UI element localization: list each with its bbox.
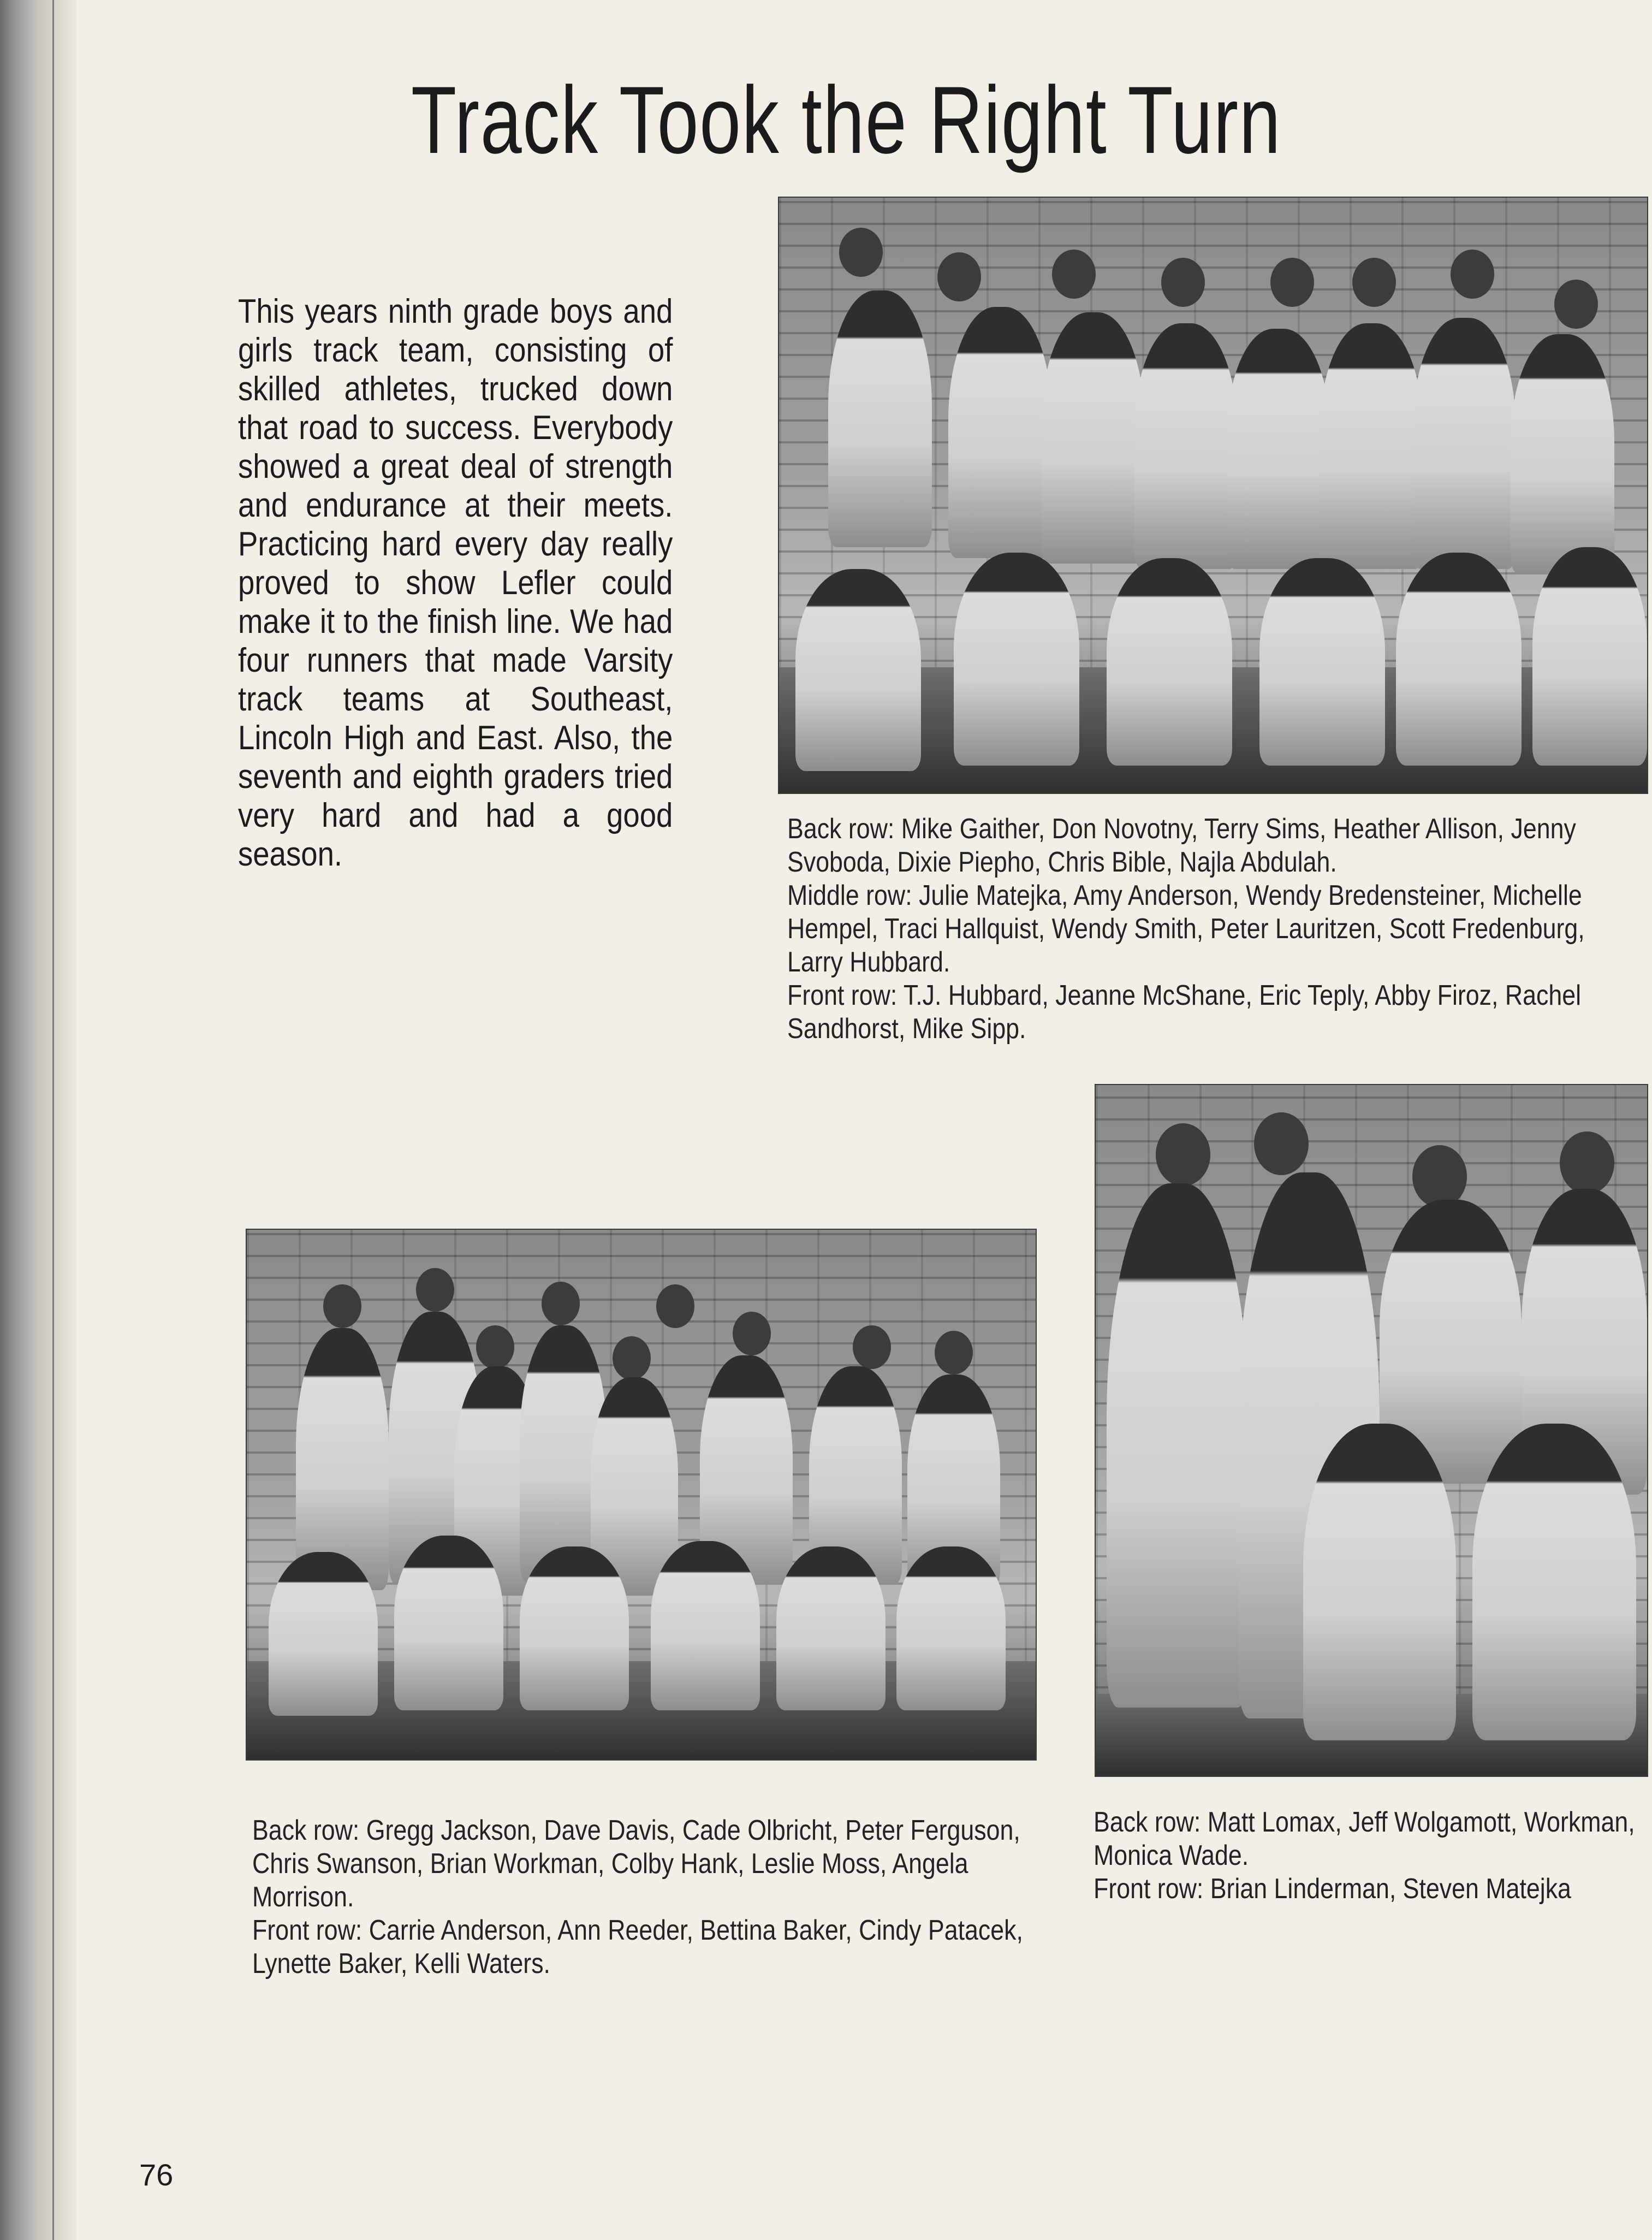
- ninth-grade-team-photo: [778, 197, 1648, 794]
- page-title: Track Took the Right Turn: [411, 67, 1282, 174]
- cropped-group-photo: [1095, 1084, 1648, 1777]
- caption-back-row: Back row: Gregg Jackson, Dave Davis, Cade Olbricht, Peter Ferguson, Chris Swanson, Brian Workman, Colby Hank, Leslie Moss, Angela Morrison.: [252, 1815, 1020, 1913]
- seventh-eighth-grade-photo: [246, 1229, 1037, 1761]
- book-spine: [0, 0, 76, 2240]
- caption-back-row: Back row: Matt Lomax, Jeff Wolgamott, Workman, Monica Wade.: [1094, 1806, 1635, 1871]
- seventh-eighth-grade-caption: [252, 1814, 1032, 1981]
- ninth-grade-team-caption: [787, 813, 1647, 1046]
- caption-front-row: Front row: Brian Linderman, Steven Matejka: [1094, 1873, 1571, 1905]
- page-edge: [52, 0, 54, 2240]
- caption-front-row: Front row: Carrie Anderson, Ann Reeder, Bettina Baker, Cindy Patacek, Lynette Baker, Kelli Waters.: [252, 1915, 1023, 1980]
- page-number: 76: [139, 2158, 174, 2192]
- caption-back-row: Back row: Mike Gaither, Don Novotny, Terry Sims, Heather Allison, Jenny Svoboda, Dixie Piepho, Chris Bible, Najla Abdulah.: [787, 813, 1576, 878]
- caption-middle-row: Middle row: Julie Matejka, Amy Anderson, Wendy Bredensteiner, Michelle Hempel, Traci Hallquist, Wendy Smith, Peter Lauritzen, Scott Fredenburg, Larry Hubbard.: [787, 880, 1585, 978]
- cropped-group-caption: [1094, 1806, 1648, 1905]
- caption-front-row: Front row: T.J. Hubbard, Jeanne McShane, Eric Teply, Abby Firoz, Rachel Sandhorst, Mike Sipp.: [787, 980, 1582, 1045]
- intro-paragraph: This years ninth grade boys and girls track team, consisting of skilled athletes, trucked down that road to success. Everybody showed a great deal of strength and endurance at their meets. Practicing hard every day really proved to show Lefler could make it to the finish line. We had four runners that made Varsity track teams at Southeast, Lincoln High and East. Also, the seventh and eighth graders tried very hard and had a good season.: [238, 293, 673, 873]
